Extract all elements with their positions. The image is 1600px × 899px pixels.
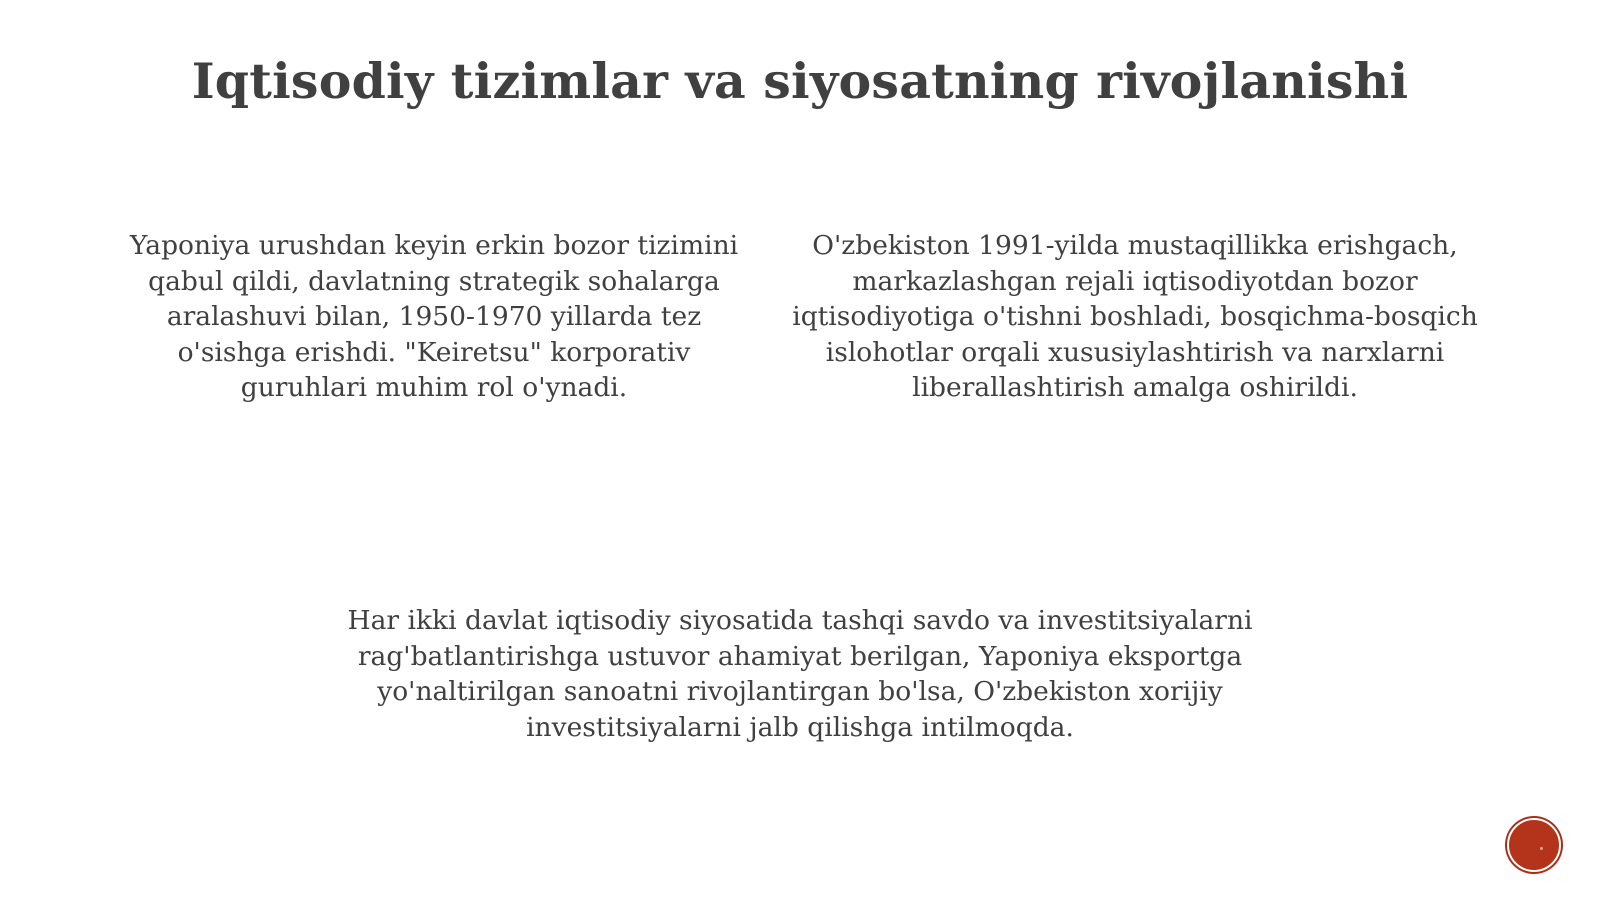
slide-title: Iqtisodiy tizimlar va siyosatning rivojlanishi bbox=[191, 52, 1409, 110]
japan-paragraph: Yaponiya urushdan keyin erkin bozor tizimini qabul qildi, davlatning strategik sohalarga aralashuvi bilan, 1950-1970 yillarda tez o'sishga erishdi. "Keiretsu" korporativ guruhlari muhim rol o'ynadi. bbox=[129, 230, 739, 403]
uzbekistan-paragraph: O'zbekiston 1991-yilda mustaqillikka erishgach, markazlashgan rejali iqtisodiyotdan bozor iqtisodiyotiga o'tishni boshladi, bosqichma-bosqich islohotlar orqali xususiylashtirish va narxlarni liberallashtirish amalga oshirildi. bbox=[792, 230, 1478, 403]
slide-nav-button[interactable] bbox=[1507, 818, 1561, 872]
comparison-paragraph: Har ikki davlat iqtisodiy siyosatida tashqi savdo va investitsiyalarni rag'batlantirishga ustuvor ahamiyat berilgan, Yaponiya eksportga yo'naltirilgan sanoatni rivojlantirgan bo'lsa, O'zbekiston xorijiy investitsiyalarni jalb qilishga intilmoqda. bbox=[347, 605, 1253, 743]
circle-nav-icon bbox=[1540, 847, 1543, 850]
